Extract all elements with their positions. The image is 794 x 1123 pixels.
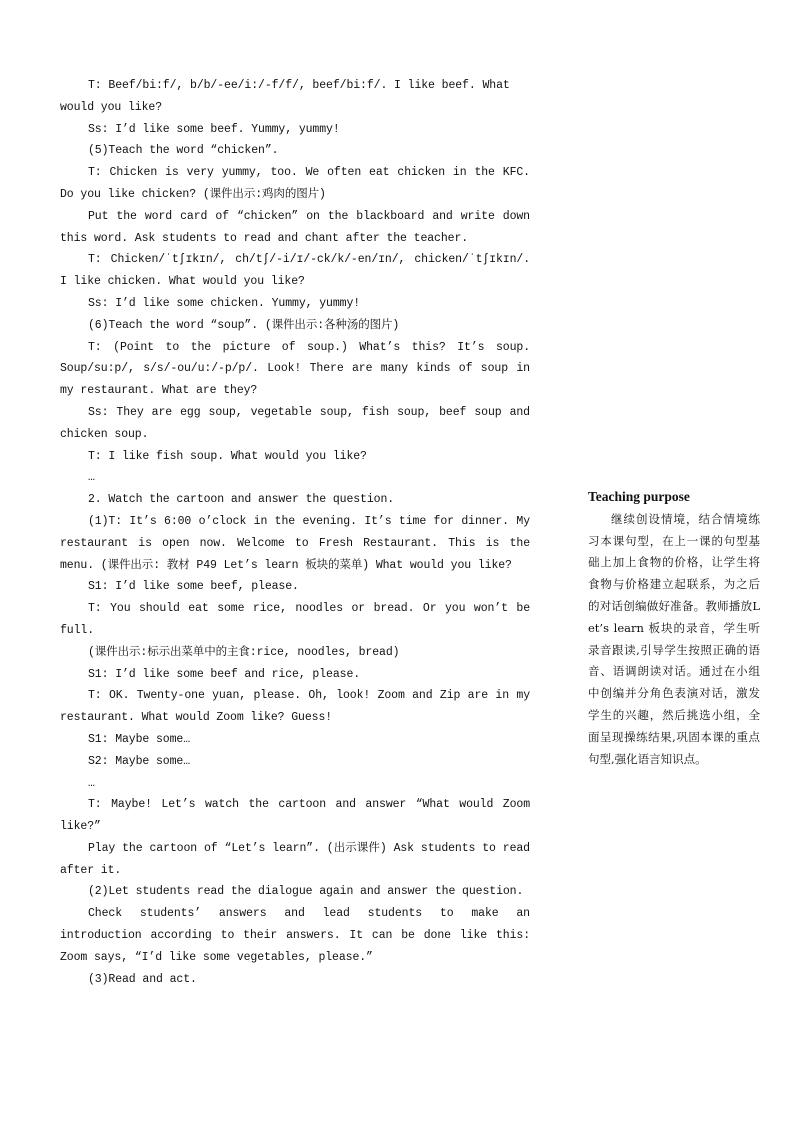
paragraph: T: OK. Twenty-one yuan, please. Oh, look! Zoom and Zip are in my restaurant. What would Zoom like? Guess! [60,689,530,725]
paragraph: Check students’ answers and lead students to make an introduction according to their answers. It can be done like this: Zoom says, “I’d like some vegetables, please.” [60,907,530,964]
teaching-purpose-note [588,486,760,770]
paragraph: T: Chicken/ˈtʃɪkɪn/, ch/tʃ/-i/ɪ/-ck/k/-en/ɪn/, chicken/ˈtʃɪkɪn/. I like chicken. What would you like? [60,253,530,289]
paragraph: T: I like fish soup. What would you like? [88,449,367,463]
paragraph: T: Maybe! Let’s watch the cartoon and answer “What would Zoom like?” [60,798,530,834]
paragraph: … [88,471,95,485]
paragraph: (6)Teach the word “soup”. (课件出示:各种汤的图片) [88,318,400,332]
paragraph: … [88,776,95,790]
paragraph: (5)Teach the word “chicken”. [88,144,279,158]
paragraph: (课件出示:标示出菜单中的主食:rice, noodles, bread) [88,645,400,659]
paragraph: would you like? [60,100,163,114]
paragraph: 2. Watch the cartoon and answer the question. [88,493,395,507]
paragraph: (3)Read and act. [88,972,197,986]
paragraph: T: Beef/bi:f/, b/b/-ee/i:/-f/f/, beef/bi:f/. I like beef. What [88,79,510,92]
paragraph: (2)Let students read the dialogue again and answer the question. [88,885,524,899]
paragraph: Ss: I’d like some beef. Yummy, yummy! [88,122,340,136]
lesson-procedure-text [60,75,530,990]
paragraph: (1)T: It’s 6:00 o’clock in the evening. It’s time for dinner. My restaurant is open now. Welcome to Fresh Restaurant. This is the menu. (课件出示: 教材 P49 Let’s learn 板块的菜单) What would you like? [60,514,530,572]
paragraph: S1: Maybe some… [88,732,191,746]
paragraph: T: (Point to the picture of soup.) What’s this? It’s soup. Soup/su:p/, s/s/-ou/u:/-p/p/. Look! There are many kinds of soup in my restaurant. What are they? [60,340,530,398]
paragraph: S2: Maybe some… [88,754,191,768]
paragraph: Ss: I’d like some chicken. Yummy, yummy! [88,296,361,310]
paragraph: T: You should eat some rice, noodles or bread. Or you won’t be full. [60,602,530,637]
paragraph: T: Chicken is very yummy, too. We often eat chicken in the KFC. Do you like chicken? (课件出示:鸡肉的图片) [60,166,530,201]
teaching-purpose-heading: Teaching purpose [588,489,690,504]
paragraph: Play the cartoon of “Let’s learn”. (出示课件) Ask students to read after it. [60,841,530,877]
paragraph: Ss: They are egg soup, vegetable soup, fish soup, beef soup and chicken soup. [60,405,530,441]
paragraph: Put the word card of “chicken” on the blackboard and write down this word. Ask students to read and chant after the teacher. [60,209,530,245]
paragraph: S1: I’d like some beef, please. [88,580,299,594]
teaching-purpose-body: 继续创设情境，结合情境练习本课句型，在上一课的句型基础上加上食物的价格，让学生将食物与价格建立起联系，为之后的对话创编做好准备。教师播放Let’s learn 板块的录音，学生听录音跟读,引导学生按照正确的语音、语调朗读对话。通过在小组中创编并分角色表演对话，激发学生的兴趣，然后挑选小组，全面呈现操练结果,巩固本课的重点句型,强化语言知识点。 [588,511,760,766]
paragraph: S1: I’d like some beef and rice, please. [88,667,361,681]
